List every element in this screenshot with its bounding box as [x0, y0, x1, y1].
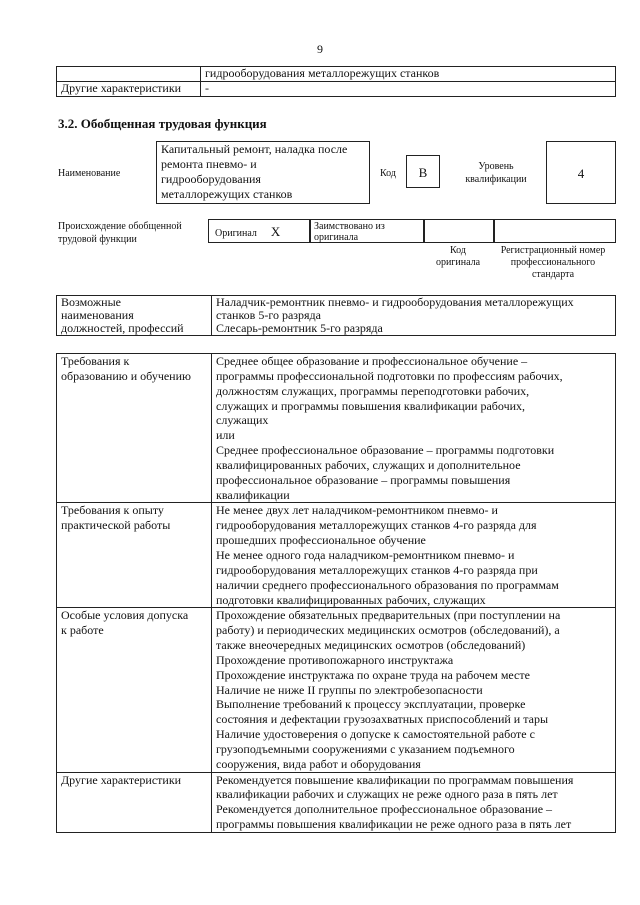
requirement-value-line: должностям служащих, программы переподготовки рабочих, [216, 383, 530, 398]
borrowed-label-line: Заимствовано из [314, 221, 385, 232]
positions-value-cell [212, 296, 616, 336]
requirement-value-line: наличии среднего профессионального образования по программам [216, 577, 559, 592]
requirement-value-line: программы повышения квалификации не реже одного раза в пять лет [216, 817, 572, 832]
function-name-line: гидрооборудования [161, 172, 261, 186]
code-original-caption [420, 245, 496, 269]
table-row [57, 354, 616, 503]
function-name-line: Капитальный ремонт, наладка после [161, 142, 348, 156]
requirement-value-line: Не менее двух лет наладчиком-ремонтником пневмо- и [216, 503, 498, 518]
previous-function-table [56, 66, 616, 97]
requirement-value-line: квалификации рабочих и служащих не реже одного раза в пять лет [216, 787, 558, 802]
requirements-table [56, 353, 616, 833]
positions-value-line: станков 5-го разряда [216, 308, 321, 322]
positions-value-line: Слесарь-ремонтник 5-го разряда [216, 321, 383, 335]
positions-label-line: наименования [61, 308, 134, 322]
function-name-line: ремонта пневмо- и [161, 157, 257, 171]
function-name-box [156, 141, 370, 204]
positions-table [56, 295, 616, 336]
requirement-value-line: квалифицированных рабочих, служащих и дополнительное [216, 457, 521, 472]
requirement-label-line: Требования к [61, 354, 130, 368]
positions-value-line: Наладчик-ремонтник пневмо- и гидрооборудования металлорежущих [216, 295, 574, 309]
qualification-level-box: 4 [546, 141, 616, 204]
table-cell: гидрооборудования металлорежущих станков [201, 67, 616, 82]
table-row [57, 503, 616, 608]
requirement-value-line: Рекомендуется повышение квалификации по программам повышения [216, 772, 574, 787]
requirement-label-line: Другие характеристики [61, 772, 182, 787]
requirement-value-line: Наличие удостоверения о допуске к самостоятельной работе с [216, 727, 535, 742]
requirement-value-line: состояния и дефектации грузозахватных приспособлений и тары [216, 712, 549, 727]
table-row [57, 82, 616, 97]
requirement-value-line: служащих [216, 413, 269, 428]
reg-number-caption-line: Регистрационный номер [500, 245, 606, 256]
table-cell-empty [57, 67, 201, 82]
requirement-value-line: работу) и периодических медицинских осмотров (обследований), а [216, 623, 560, 638]
requirement-label-cell [57, 354, 212, 503]
code-original-caption-line: Код [450, 245, 466, 256]
origin-label-line: Происхождение обобщенной [58, 221, 182, 232]
requirement-value-line: Рекомендуется дополнительное профессиональное образование – [216, 802, 553, 817]
requirement-value-line: Не менее одного года наладчиком-ремонтником пневмо- и [216, 547, 515, 562]
requirement-value-line: профессиональное образование – программы повышения [216, 472, 511, 487]
table-row [57, 296, 616, 336]
origin-label-line: трудовой функции [58, 234, 137, 245]
requirement-value-line: также внеочередных медицинских осмотров (обследований) [216, 638, 526, 653]
table-cell-label: Другие характеристики [57, 82, 201, 97]
requirement-label-line: Особые условия допуска [61, 608, 189, 623]
requirement-value-line: Среднее профессиональное образование – программы подготовки [216, 443, 555, 458]
requirement-value-line: или [216, 428, 235, 443]
qualification-level-label [455, 160, 537, 186]
original-box [208, 219, 310, 243]
requirement-value-line: подготовки квалифицированных рабочих, служащих [216, 592, 486, 607]
reg-number-caption [488, 245, 618, 281]
requirement-value-line: гидрооборудования металлорежущих станков 4-го разряда для [216, 518, 537, 533]
reg-number-box [494, 219, 616, 243]
qualification-level-label-line: Уровень [478, 161, 514, 172]
table-cell: - [201, 82, 616, 97]
code-label: Код [380, 168, 396, 179]
requirement-value-line: программы профессиональной подготовки по профессиям рабочих, [216, 368, 563, 383]
requirement-value-line: Наличие не ниже II группы по электробезопасности [216, 682, 483, 697]
requirement-value-cell [212, 503, 616, 608]
reg-number-caption-line: профессионального [510, 257, 596, 268]
function-name-line: металлорежущих станков [161, 187, 293, 201]
requirement-value-cell [212, 608, 616, 772]
requirement-value-cell [212, 772, 616, 832]
page-number: 9 [317, 42, 323, 56]
original-mark: X [270, 224, 281, 239]
code-original-box [424, 219, 494, 243]
table-row [57, 67, 616, 82]
origin-label [58, 220, 208, 246]
requirement-value-line: гидрооборудования металлорежущих станков 4-го разряда при [216, 562, 538, 577]
borrowed-box [310, 219, 424, 243]
section-title: 3.2. Обобщенная трудовая функция [58, 116, 267, 131]
original-label: Оригинал [215, 228, 257, 239]
positions-label-line: Возможные [61, 295, 121, 309]
requirement-value-line: Прохождение обязательных предварительных (при поступлении на [216, 608, 561, 623]
requirement-label-line: практической работы [61, 518, 171, 533]
positions-label-line: должностей, профессий [61, 321, 184, 335]
requirement-value-line: Прохождение инструктажа по охране труда на рабочем месте [216, 667, 530, 682]
requirement-label-line: образованию и обучению [61, 368, 191, 383]
borrowed-label-line: оригинала [314, 232, 359, 243]
requirement-value-line: Прохождение противопожарного инструктажа [216, 652, 454, 667]
requirement-value-line: грузоподъемными сооружениями с указанием подъемного [216, 741, 515, 756]
code-original-caption-line: оригинала [435, 257, 481, 268]
requirement-label-line: Требования к опыту [61, 503, 164, 518]
requirement-value-line: квалификации [216, 487, 290, 502]
requirement-value-line: сооружения, вида работ и оборудования [216, 756, 421, 771]
requirement-label-cell [57, 772, 212, 832]
requirement-value-cell [212, 354, 616, 503]
requirement-value-line: прошедших профессиональное обучение [216, 533, 426, 548]
code-value-box: B [406, 155, 440, 188]
requirement-value-line: служащих и программы повышения квалификации рабочих, [216, 398, 526, 413]
reg-number-caption-line: стандарта [531, 269, 575, 280]
requirement-label-line: к работе [61, 623, 104, 638]
requirement-label-cell [57, 608, 212, 772]
requirement-value-line: Выполнение требований к процессу эксплуатации, проверке [216, 697, 526, 712]
table-row [57, 608, 616, 772]
requirement-value-line: Среднее общее образование и профессиональное обучение – [216, 354, 528, 368]
qualification-level-label-line: квалификации [465, 174, 527, 185]
name-label: Наименование [58, 168, 121, 179]
positions-label-cell [57, 296, 212, 336]
requirement-label-cell [57, 503, 212, 608]
table-row [57, 772, 616, 832]
